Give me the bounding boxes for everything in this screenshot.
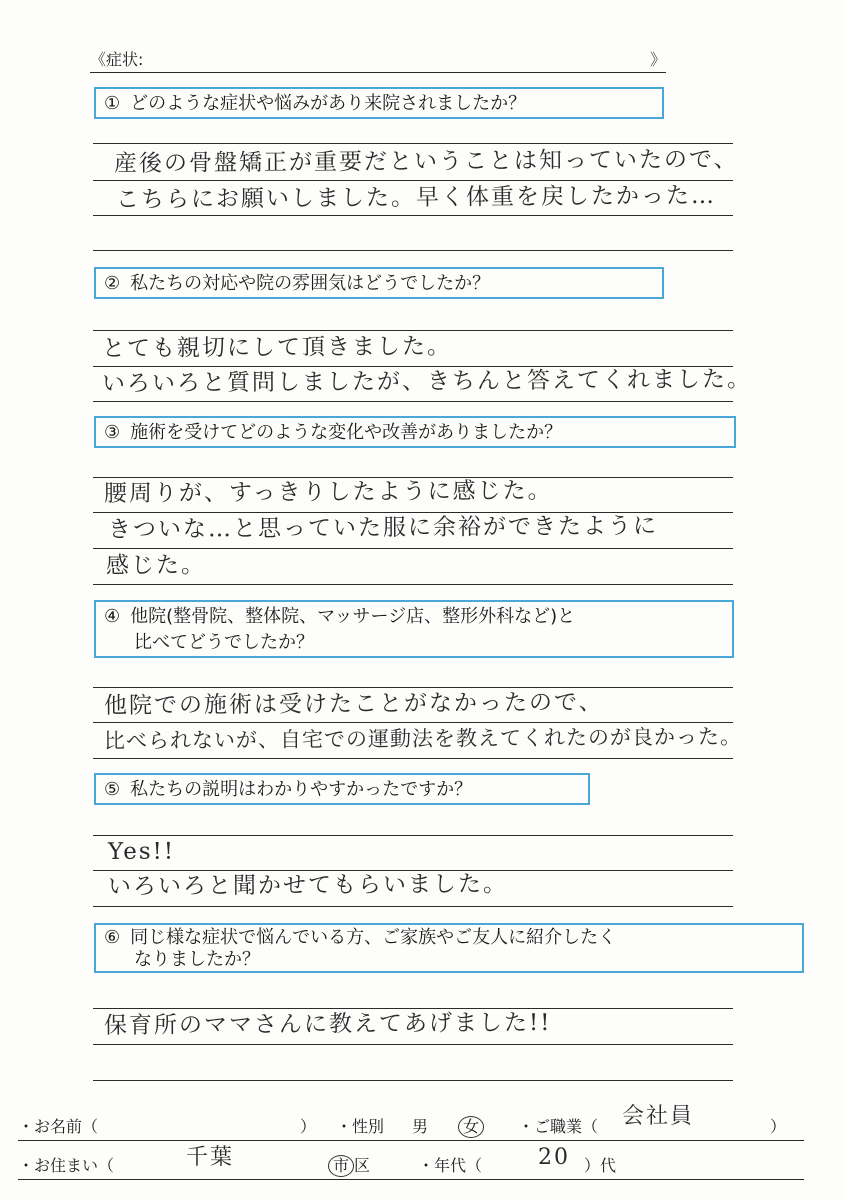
question-text: 私たちの対応や院の雰囲気はどうでしたか？ [130,273,491,294]
question-number: ③ [104,422,121,443]
answer-line: 産後の骨盤矯正が重要だということは知っていたので、 [113,146,739,177]
answer-rule [93,215,733,216]
question-4-box [94,600,734,658]
question-number: ① [104,93,121,114]
answer-rule [93,180,733,181]
answer-line: いろいろと質問しましたが、きちんと答えてくれました。 [101,366,753,397]
ward-label: 区 [354,1156,371,1175]
job-value: 会社員 [622,1104,695,1129]
job-close: ） [770,1117,787,1136]
answer-rule [93,687,733,688]
answer-rule [93,250,733,251]
answer-line: きついな…と思っていた服に余裕ができたように [107,513,659,543]
answer-line: Yes!! [107,838,176,865]
question-5-box [94,773,590,805]
age-close: ）代 [584,1156,617,1175]
gender-male: 男 [412,1117,429,1136]
answer-rule [93,330,733,331]
question-2-box [94,267,664,299]
question-number: ⑤ [104,779,121,800]
gender-label: ・性別 [336,1117,385,1136]
question-text: 同じ様な症状で悩んでいる方、ご家族やご友人に紹介したく [130,927,617,948]
answer-line: 他院での施術は受けたことがなかったので、 [103,689,604,719]
question-text: どのような症状や悩みがあり来院されましたか？ [130,93,527,114]
question-number: ⑥ [104,927,121,948]
question-text: 施術を受けてどのような変化や改善がありましたか？ [130,422,563,443]
gender-female-circled: 女 [458,1116,484,1138]
question-1-box [94,87,664,119]
answer-rule [93,1080,733,1081]
question-number: ② [104,273,121,294]
answer-line: 腰周りが、すっきりしたように感じた。 [103,477,553,507]
profile-row-2 [18,1145,804,1180]
symptom-field [90,50,666,73]
profile-row-1 [18,1104,804,1141]
name-label: ・お名前（ [18,1117,99,1136]
answer-rule [93,906,733,907]
answer-line: いろいろと聞かせてもらいました。 [107,871,509,900]
age-label: ・年代（ [418,1156,483,1175]
question-text-cont: 比べてどうでしたか？ [134,632,314,653]
address-value: 千葉 [186,1145,235,1170]
age-value: 20 [538,1145,570,1170]
question-text-cont: なりましたか？ [134,949,260,970]
answer-rule [93,1044,733,1045]
question-number: ④ [104,606,121,627]
question-6-box [94,923,804,973]
city-circled: 市 [328,1155,354,1177]
name-close: ） [300,1117,317,1136]
answer-rule [93,584,733,585]
address-label: ・お住まい（ [18,1156,115,1175]
answer-line: とても親切にして頂きました。 [101,333,453,362]
job-label: ・ご職業（ [518,1117,599,1136]
answer-rule [93,143,733,144]
symptom-close: 》 [649,50,666,69]
answer-line: 保育所のママさんに教えてあげました!! [103,1009,552,1039]
answer-rule [93,835,733,836]
answer-rule [93,548,733,549]
answer-line: こちらにお願いしました。早く体重を戻したかった… [115,182,717,213]
question-text: 私たちの説明はわかりやすかったですか？ [130,779,473,800]
answer-rule [93,758,733,759]
symptom-label: 《症状: [90,50,144,69]
answer-rule [93,401,733,402]
question-text: 他院(整骨院、整体院、マッサージ店、整形外科など)と [130,606,576,627]
question-3-box [94,416,736,448]
answer-line: 感じた。 [105,552,207,579]
answer-line: 比べられないが、自宅での運動法を教えてくれたのが良かった。 [103,724,743,753]
